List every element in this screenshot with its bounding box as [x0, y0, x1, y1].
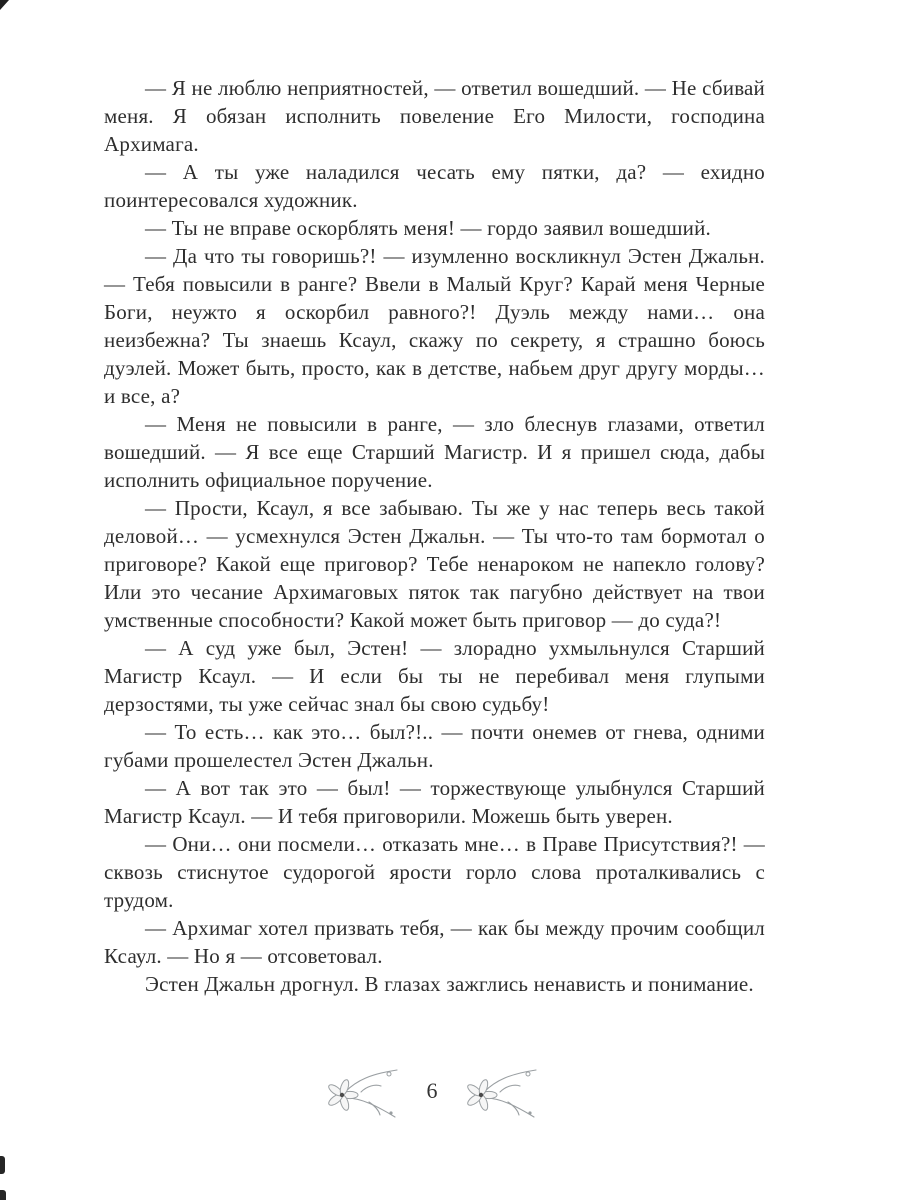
paragraph: — Прости, Ксаул, я все забываю. Ты же у нас теперь весь такой деловой… — усмехнулся Эстен Джальн. — Ты что-то там бормотал о приговоре? Какой еще приговор? Тебе ненароком не напекло голову? Или это чесание Архимаговых пяток так пагубно действует на твои умственные способности? Какой может быть приговор — до суда?!: [104, 496, 765, 632]
paragraph: — Меня не повысили в ранге, — зло блеснув глазами, ответил вошедший. — Я все еще Старший Магистр. И я пришел сюда, дабы исполнить официальное поручение.: [104, 412, 765, 492]
paragraph: — А вот так это — был! — торжествующе улыбнулся Старший Магистр Ксаул. — И тебя приговорили. Можешь быть уверен.: [104, 776, 765, 828]
scan-artifact-top-left: [0, 0, 9, 10]
paragraph: — А суд уже был, Эстен! — злорадно ухмыльнулся Старший Магистр Ксаул. — И если бы ты не перебивал меня глупыми дерзостями, ты уже сейчас знал бы свою судьбу!: [104, 636, 765, 716]
floral-ornament-left-icon: [325, 1062, 401, 1120]
scan-artifact-bottom-left: [0, 1156, 5, 1174]
paragraph: — Ты не вправе оскорблять меня! — гордо заявил вошедший.: [145, 216, 711, 240]
text-block: [104, 74, 765, 998]
page-footer: [0, 1062, 900, 1120]
paragraph: — Да что ты говоришь?! — изумленно воскликнул Эстен Джальн. — Тебя повысили в ранге? Ввели в Малый Круг? Карай меня Черные Боги, неужто я оскорбил равного?! Дуэль между нами… она неизбежна? Ты знаешь Ксаул, скажу по секрету, я страшно боюсь дуэлей. Может быть, просто, как в детстве, набьем друг другу морды… и все, а?: [104, 244, 765, 408]
paragraph: — Архимаг хотел призвать тебя, — как бы между прочим сообщил Ксаул. — Но я — отсоветовал.: [104, 916, 765, 968]
paragraph: Эстен Джальн дрогнул. В глазах зажглись ненависть и понимание.: [145, 972, 754, 996]
floral-ornament-right-icon: [464, 1062, 540, 1120]
paragraph: — Они… они посмели… отказать мне… в Праве Присутствия?! — сквозь стиснутое судорогой ярости горло слова проталкивались с трудом.: [104, 832, 765, 912]
paragraph: — То есть… как это… был?!.. — почти онемев от гнева, одними губами прошелестел Эстен Джальн.: [104, 720, 765, 772]
page-number: 6: [426, 1078, 438, 1103]
scan-artifact-corner: [0, 1190, 6, 1200]
paragraph: — Я не люблю неприятностей, — ответил вошедший. — Не сбивай меня. Я обязан исполнить повеление Его Милости, господина Архимага.: [104, 76, 765, 156]
paragraph: — А ты уже наладился чесать ему пятки, да? — ехидно поинтересовался художник.: [104, 160, 765, 212]
